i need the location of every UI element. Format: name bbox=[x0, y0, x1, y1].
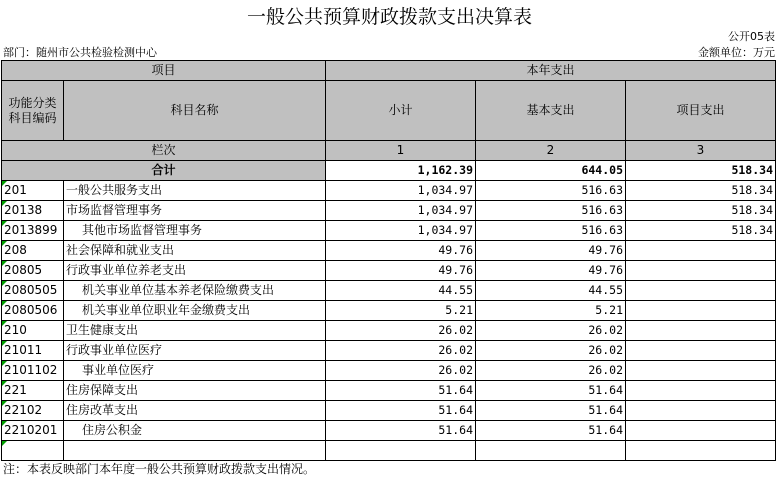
header-func-code: 功能分类科目编码 bbox=[2, 81, 64, 141]
row-code: 2080505 bbox=[2, 281, 64, 301]
unit-label: 金额单位：万元 bbox=[698, 46, 775, 59]
row-code: 2101102 bbox=[2, 361, 64, 381]
row-basic: 51.64 bbox=[476, 381, 626, 401]
total-project: 518.34 bbox=[626, 161, 776, 181]
row-basic: 516.63 bbox=[476, 181, 626, 201]
header-project-exp: 项目支出 bbox=[626, 81, 776, 141]
row-subtotal: 26.02 bbox=[326, 341, 476, 361]
row-project: 518.34 bbox=[626, 221, 776, 241]
row-basic bbox=[476, 441, 626, 461]
report-title: 一般公共预算财政拨款支出决算表 bbox=[246, 6, 532, 28]
table-row bbox=[2, 421, 776, 441]
row-subtotal: 49.76 bbox=[326, 241, 476, 261]
row-name: 住房改革支出 bbox=[64, 401, 326, 421]
row-basic: 516.63 bbox=[476, 221, 626, 241]
row-code: 221 bbox=[2, 381, 64, 401]
row-project bbox=[626, 341, 776, 361]
row-basic: 51.64 bbox=[476, 421, 626, 441]
table-row bbox=[2, 181, 776, 201]
row-code: 208 bbox=[2, 241, 64, 261]
row-name: 市场监督管理事务 bbox=[64, 201, 326, 221]
row-code: 201 bbox=[2, 181, 64, 201]
row-code: 2080506 bbox=[2, 301, 64, 321]
row-project bbox=[626, 241, 776, 261]
row-name: 事业单位医疗 bbox=[64, 361, 326, 381]
row-project bbox=[626, 441, 776, 461]
row-basic: 49.76 bbox=[476, 241, 626, 261]
footnote: 注：本表反映部门本年度一般公共预算财政拨款支出情况。 bbox=[3, 462, 316, 476]
total-label: 合计 bbox=[2, 161, 326, 181]
row-basic: 26.02 bbox=[476, 321, 626, 341]
row-code: 2210201 bbox=[2, 421, 64, 441]
row-name: 住房保障支出 bbox=[64, 381, 326, 401]
row-name: 行政事业单位养老支出 bbox=[64, 261, 326, 281]
row-code: 20805 bbox=[2, 261, 64, 281]
row-project bbox=[626, 381, 776, 401]
row-project bbox=[626, 321, 776, 341]
row-basic: 51.64 bbox=[476, 401, 626, 421]
row-code: 21011 bbox=[2, 341, 64, 361]
row-subtotal: 51.64 bbox=[326, 401, 476, 421]
row-subtotal: 5.21 bbox=[326, 301, 476, 321]
table-row bbox=[2, 441, 776, 461]
row-subtotal: 44.55 bbox=[326, 281, 476, 301]
header-col3: 3 bbox=[626, 141, 776, 161]
row-subtotal: 26.02 bbox=[326, 321, 476, 341]
row-code: 210 bbox=[2, 321, 64, 341]
row-project bbox=[626, 421, 776, 441]
row-project bbox=[626, 361, 776, 381]
header-current-year: 本年支出 bbox=[326, 61, 776, 81]
row-name: 行政事业单位医疗 bbox=[64, 341, 326, 361]
total-basic: 644.05 bbox=[476, 161, 626, 181]
table-row bbox=[2, 301, 776, 321]
table-row bbox=[2, 241, 776, 261]
row-code: 20138 bbox=[2, 201, 64, 221]
row-subtotal: 1,034.97 bbox=[326, 181, 476, 201]
department-label: 部门：随州市公共检验检测中心 bbox=[3, 46, 157, 59]
row-name: 机关事业单位职业年金缴费支出 bbox=[64, 301, 326, 321]
row-code: 22102 bbox=[2, 401, 64, 421]
row-name: 社会保障和就业支出 bbox=[64, 241, 326, 261]
row-subtotal: 51.64 bbox=[326, 381, 476, 401]
row-project bbox=[626, 261, 776, 281]
row-name: 住房公积金 bbox=[64, 421, 326, 441]
row-project: 518.34 bbox=[626, 181, 776, 201]
header-subtotal: 小计 bbox=[326, 81, 476, 141]
row-project bbox=[626, 401, 776, 421]
header-subject-name: 科目名称 bbox=[64, 81, 326, 141]
header-col2: 2 bbox=[476, 141, 626, 161]
row-basic: 49.76 bbox=[476, 261, 626, 281]
header-project: 项目 bbox=[2, 61, 326, 81]
row-code: 2013899 bbox=[2, 221, 64, 241]
table-row bbox=[2, 201, 776, 221]
table-row bbox=[2, 361, 776, 381]
table-row bbox=[2, 381, 776, 401]
table-row bbox=[2, 281, 776, 301]
row-subtotal: 1,034.97 bbox=[326, 201, 476, 221]
row-basic: 26.02 bbox=[476, 341, 626, 361]
row-code bbox=[2, 441, 64, 461]
row-project bbox=[626, 281, 776, 301]
row-subtotal bbox=[326, 441, 476, 461]
header-row-no: 栏次 bbox=[2, 141, 326, 161]
row-basic: 26.02 bbox=[476, 361, 626, 381]
row-project bbox=[626, 301, 776, 321]
form-number: 公开05表 bbox=[728, 30, 775, 43]
row-name: 其他市场监督管理事务 bbox=[64, 221, 326, 241]
total-row bbox=[2, 161, 776, 181]
row-name: 一般公共服务支出 bbox=[64, 181, 326, 201]
row-name: 机关事业单位基本养老保险缴费支出 bbox=[64, 281, 326, 301]
table-row bbox=[2, 321, 776, 341]
row-basic: 44.55 bbox=[476, 281, 626, 301]
row-subtotal: 1,034.97 bbox=[326, 221, 476, 241]
table-row bbox=[2, 401, 776, 421]
row-subtotal: 49.76 bbox=[326, 261, 476, 281]
table-row bbox=[2, 261, 776, 281]
row-name: 卫生健康支出 bbox=[64, 321, 326, 341]
row-name bbox=[64, 441, 326, 461]
table-row bbox=[2, 221, 776, 241]
header-basic: 基本支出 bbox=[476, 81, 626, 141]
row-project: 518.34 bbox=[626, 201, 776, 221]
row-basic: 5.21 bbox=[476, 301, 626, 321]
expenditure-table bbox=[1, 60, 776, 461]
row-subtotal: 51.64 bbox=[326, 421, 476, 441]
total-subtotal: 1,162.39 bbox=[326, 161, 476, 181]
header-col1: 1 bbox=[326, 141, 476, 161]
table-row bbox=[2, 341, 776, 361]
row-basic: 516.63 bbox=[476, 201, 626, 221]
row-subtotal: 26.02 bbox=[326, 361, 476, 381]
